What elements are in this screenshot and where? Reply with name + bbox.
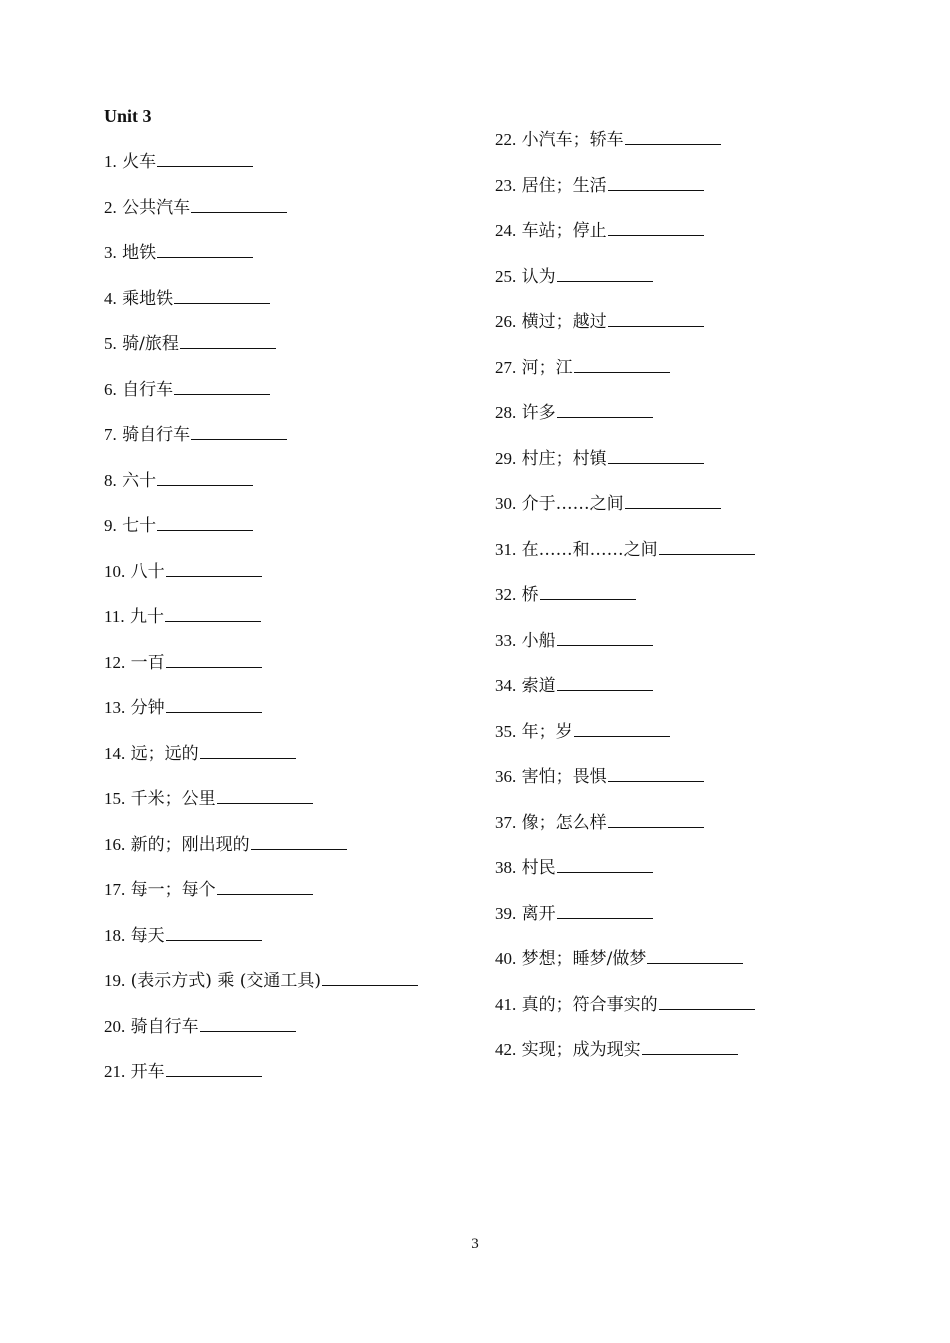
item-term: 居住；生活 xyxy=(521,175,607,196)
item-term: 骑/旅程 xyxy=(122,334,179,354)
item-number: 10. xyxy=(104,561,126,581)
vocab-item xyxy=(104,285,418,331)
answer-blank[interactable] xyxy=(608,308,704,327)
item-number: 30. xyxy=(495,494,517,513)
vocab-item xyxy=(495,490,755,536)
answer-blank[interactable] xyxy=(647,945,743,964)
item-term: 小船 xyxy=(521,630,556,651)
item-term: (表示方式) 乘 (交通工具) xyxy=(130,971,321,991)
answer-blank[interactable] xyxy=(608,809,704,828)
answer-blank[interactable] xyxy=(200,1013,296,1032)
item-number: 18. xyxy=(104,925,126,945)
item-term: 横过；越过 xyxy=(521,312,607,332)
vocab-item xyxy=(495,1036,755,1082)
answer-blank[interactable] xyxy=(166,1058,262,1077)
item-number: 40. xyxy=(495,949,517,968)
item-term: 村民 xyxy=(521,858,556,878)
answer-blank[interactable] xyxy=(174,376,270,395)
item-term: 火车 xyxy=(122,152,157,172)
vocab-item xyxy=(495,900,755,946)
vocab-item xyxy=(104,512,418,558)
left-vocab-column xyxy=(104,148,418,1104)
item-term: 害怕；畏惧 xyxy=(521,767,607,787)
answer-blank[interactable] xyxy=(574,354,670,373)
page-title: Unit 3 xyxy=(104,106,152,126)
vocab-item xyxy=(495,217,755,263)
vocab-item xyxy=(495,445,755,491)
vocab-item xyxy=(104,876,418,922)
item-term: 桥 xyxy=(521,585,539,605)
item-number: 7. xyxy=(104,425,117,444)
item-term: 河；江 xyxy=(521,357,573,378)
item-term: 八十 xyxy=(130,561,165,582)
vocab-item xyxy=(104,967,418,1013)
answer-blank[interactable] xyxy=(157,239,253,258)
answer-blank[interactable] xyxy=(157,512,253,531)
item-number: 24. xyxy=(495,221,517,240)
vocab-item xyxy=(495,581,755,627)
item-term: 开车 xyxy=(130,1062,165,1082)
vocab-item xyxy=(104,831,418,877)
item-number: 6. xyxy=(104,379,117,399)
vocab-item xyxy=(495,718,755,764)
vocab-item xyxy=(495,854,755,900)
item-number: 22. xyxy=(495,130,517,149)
page-number: 3 xyxy=(471,1236,479,1252)
answer-blank[interactable] xyxy=(217,785,313,804)
item-number: 28. xyxy=(495,403,517,422)
answer-blank[interactable] xyxy=(180,330,276,349)
item-term: 自行车 xyxy=(122,379,174,400)
item-number: 12. xyxy=(104,652,126,672)
item-term: 地铁 xyxy=(122,243,157,263)
vocab-item xyxy=(104,148,418,194)
vocab-item xyxy=(495,354,755,400)
item-term: 认为 xyxy=(521,266,556,287)
vocab-item xyxy=(495,763,755,809)
item-number: 38. xyxy=(495,858,517,877)
item-term: 每一；每个 xyxy=(130,880,216,900)
vocab-item xyxy=(104,421,418,467)
vocab-item xyxy=(495,672,755,718)
item-number: 17. xyxy=(104,880,126,899)
item-term: 介于……之间 xyxy=(521,494,624,514)
answer-blank[interactable] xyxy=(157,467,253,486)
vocab-item xyxy=(104,330,418,376)
vocab-item xyxy=(104,376,418,422)
answer-blank[interactable] xyxy=(608,217,704,236)
item-term: 一百 xyxy=(130,652,165,673)
item-term: 六十 xyxy=(122,470,157,491)
vocab-item xyxy=(104,603,418,649)
vocab-item xyxy=(495,991,755,1037)
item-number: 35. xyxy=(495,721,517,741)
answer-blank[interactable] xyxy=(157,148,253,167)
item-term: 年；岁 xyxy=(521,721,573,742)
answer-blank[interactable] xyxy=(166,649,262,668)
item-number: 19. xyxy=(104,971,126,990)
answer-blank[interactable] xyxy=(191,421,287,440)
answer-blank[interactable] xyxy=(625,126,721,145)
answer-blank[interactable] xyxy=(217,876,313,895)
item-number: 41. xyxy=(495,994,517,1014)
item-number: 42. xyxy=(495,1040,517,1059)
item-number: 20. xyxy=(104,1016,126,1036)
vocab-item xyxy=(495,263,755,309)
answer-blank[interactable] xyxy=(642,1036,738,1055)
item-number: 14. xyxy=(104,743,126,763)
answer-blank[interactable] xyxy=(191,194,287,213)
item-number: 27. xyxy=(495,357,517,377)
answer-blank[interactable] xyxy=(557,627,653,646)
item-term: 离开 xyxy=(521,903,556,924)
item-number: 25. xyxy=(495,266,517,286)
item-term: 像；怎么样 xyxy=(521,812,607,833)
vocab-item xyxy=(495,809,755,855)
answer-blank[interactable] xyxy=(608,172,704,191)
item-number: 23. xyxy=(495,175,517,195)
answer-blank[interactable] xyxy=(166,558,262,577)
item-term: 分钟 xyxy=(130,698,165,718)
item-number: 34. xyxy=(495,676,517,695)
vocab-item xyxy=(104,194,418,240)
item-number: 5. xyxy=(104,334,117,353)
vocab-item xyxy=(104,649,418,695)
item-term: 梦想；睡梦/做梦 xyxy=(521,949,647,969)
vocab-item xyxy=(495,126,755,172)
item-number: 39. xyxy=(495,903,517,923)
item-term: 真的；符合事实的 xyxy=(521,994,658,1015)
item-term: 千米；公里 xyxy=(130,789,216,809)
item-number: 4. xyxy=(104,288,117,308)
answer-blank[interactable] xyxy=(608,763,704,782)
vocab-item xyxy=(495,308,755,354)
answer-blank[interactable] xyxy=(166,922,262,941)
item-term: 索道 xyxy=(521,676,556,696)
vocab-item xyxy=(104,694,418,740)
item-number: 15. xyxy=(104,789,126,808)
item-number: 26. xyxy=(495,312,517,331)
answer-blank[interactable] xyxy=(251,831,347,850)
answer-blank[interactable] xyxy=(322,967,418,986)
answer-blank[interactable] xyxy=(557,263,653,282)
item-term: 新的；刚出现的 xyxy=(130,834,250,855)
item-term: 小汽车；轿车 xyxy=(521,130,624,150)
item-number: 11. xyxy=(104,607,125,626)
item-term: 九十 xyxy=(130,607,165,627)
answer-blank[interactable] xyxy=(659,536,755,555)
item-term: 村庄；村镇 xyxy=(521,448,607,469)
vocab-item xyxy=(495,399,755,445)
item-number: 13. xyxy=(104,698,126,717)
item-number: 33. xyxy=(495,630,517,650)
item-number: 37. xyxy=(495,812,517,832)
vocab-item xyxy=(495,627,755,673)
item-term: 骑自行车 xyxy=(130,1016,199,1037)
vocab-item xyxy=(495,536,755,582)
item-number: 2. xyxy=(104,197,117,217)
answer-blank[interactable] xyxy=(557,672,653,691)
item-term: 公共汽车 xyxy=(122,197,191,218)
item-number: 9. xyxy=(104,516,117,535)
item-number: 8. xyxy=(104,470,117,490)
item-number: 32. xyxy=(495,585,517,604)
item-term: 许多 xyxy=(521,403,556,423)
answer-blank[interactable] xyxy=(557,399,653,418)
item-number: 36. xyxy=(495,767,517,786)
vocab-item xyxy=(104,467,418,513)
item-term: 乘地铁 xyxy=(122,288,174,309)
item-term: 在……和……之间 xyxy=(521,539,658,560)
answer-blank[interactable] xyxy=(165,603,261,622)
answer-blank[interactable] xyxy=(608,445,704,464)
item-number: 16. xyxy=(104,834,126,854)
answer-blank[interactable] xyxy=(540,581,636,600)
vocab-item xyxy=(104,785,418,831)
answer-blank[interactable] xyxy=(625,490,721,509)
item-number: 31. xyxy=(495,539,517,559)
vocab-item xyxy=(104,922,418,968)
answer-blank[interactable] xyxy=(200,740,296,759)
item-term: 骑自行车 xyxy=(122,425,191,445)
vocab-item xyxy=(104,558,418,604)
vocab-item xyxy=(104,740,418,786)
answer-blank[interactable] xyxy=(557,854,653,873)
answer-blank[interactable] xyxy=(557,900,653,919)
item-term: 远；远的 xyxy=(130,743,199,764)
answer-blank[interactable] xyxy=(574,718,670,737)
right-vocab-column xyxy=(495,126,755,1082)
item-number: 29. xyxy=(495,448,517,468)
item-term: 车站；停止 xyxy=(521,221,607,241)
vocab-item xyxy=(495,945,755,991)
vocab-item xyxy=(495,172,755,218)
vocab-item xyxy=(104,1013,418,1059)
item-number: 1. xyxy=(104,152,117,171)
answer-blank[interactable] xyxy=(659,991,755,1010)
item-number: 21. xyxy=(104,1062,126,1081)
answer-blank[interactable] xyxy=(166,694,262,713)
answer-blank[interactable] xyxy=(174,285,270,304)
item-term: 每天 xyxy=(130,925,165,946)
vocab-item xyxy=(104,1058,418,1104)
item-number: 3. xyxy=(104,243,117,262)
item-term: 实现；成为现实 xyxy=(521,1040,641,1060)
item-term: 七十 xyxy=(122,516,157,536)
vocab-item xyxy=(104,239,418,285)
